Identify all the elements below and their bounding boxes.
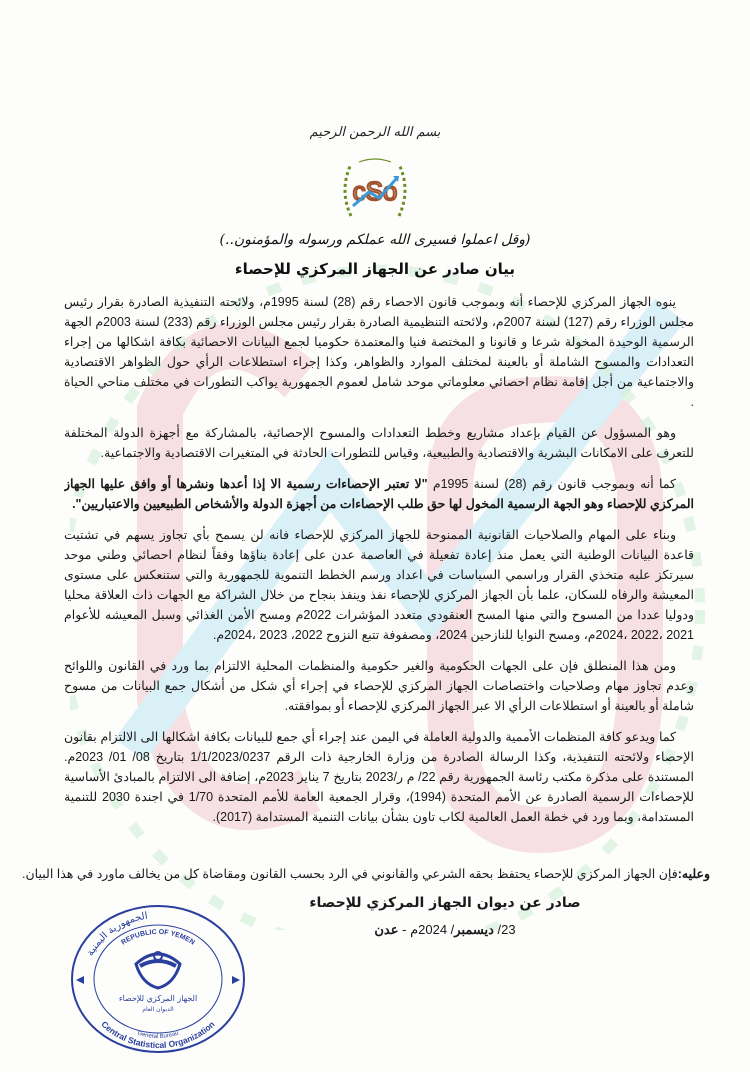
stamp-english-top: REPUBLIC OF YEMEN: [120, 928, 196, 947]
date-year: / 2024م -: [398, 922, 455, 937]
paragraph-law-quote: [64, 474, 694, 514]
stamp-english-sub: General Bureau: [136, 1030, 180, 1041]
stamp-english-org: Central Statistical Organization: [99, 1019, 217, 1050]
paragraph-responsibility: وهو المسؤول عن القيام بإعداد مشاريع وخطط التعدادات والمسوح الإحصائية، بالمشاركة مع أجهزة الدولة المختلفة للتعرف على الامكانات البشرية والاقتصادية والطبيعية، وقياس للتطورات الحادثة في المتغيرات الاقتصادية والاجتماعية.: [64, 426, 694, 460]
cso-logo: [337, 150, 413, 226]
statement-title: بيان صادر عن الجهاز المركزي للإحصاء: [234, 260, 516, 278]
date-month: ديسمبر: [454, 922, 494, 937]
statement-body: [64, 292, 694, 858]
basmala: بسم الله الرحمن الرحيم: [309, 125, 441, 140]
paragraph-international: كما ويدعو كافة المنظمات الأممية والدولية العاملة في اليمن عند إجراء أي جمع للبيانات بكافة اشكالها الى الالتزام بقانون الإحصاء ولائحته التنفيذية، وكذا الرسالة الصادرة من وزارة الخارجية ذات الرقم 1/1/2023/0237 بتاريخ 08/ 01/ 2023م. المستندة على مذكرة مكتب رئاسة الجمهورية رقم 22/ م ر/2023 بتاريخ 7 يناير 2023م، إضافة الى الالتزام بالمبادئ الأساسية للإحصاءات الرسمية الصادرة عن الأمم المتحدة (1994)، وقرار الجمعية العامة للأمم المتحدة 1/70 في اجندة 2030 للتنمية المستدامة، وبما ورد في خطة العمل العالمية لكاب تاون بشأن بيانات التنمية المستدامة (2017).: [64, 730, 694, 824]
closing-statement: [22, 864, 710, 884]
stamp-arabic-top: الجمهورية اليمنية: [84, 910, 149, 959]
paragraph-law-bold: "لا تعتبر الإحصاءات رسمية الا إذا أعدها ونشرها أو وافق عليها الجهاز المركزي للإحصاء وهو الجهة الرسمية المخول لها حق طلب الإحصاءات من أجهزة الدولة والأشخاص الطبيعيين والاعتباريين".: [64, 477, 694, 511]
date-city: عدن: [374, 922, 399, 937]
issuer-line: صادر عن ديوان الجهاز المركزي للإحصاء: [309, 895, 581, 911]
paragraph-law-lead: كما أنه وبموجب قانون رقم (28) لسنة 1995م: [427, 477, 676, 491]
date-day: 23/: [493, 922, 516, 937]
quranic-verse: (وقل اعملوا فسيرى الله عملكم ورسوله والمؤمنون..): [219, 232, 531, 248]
stamp-arabic-org: الجهاز المركزي للإحصاء: [118, 994, 198, 1003]
closing-text: فإن الجهاز المركزي للإحصاء يحتفظ بحقه الشرعي والقانوني في الرد بحسب القانون ومقاضاة كل من يخالف ماورد في هذا البيان.: [22, 867, 678, 881]
stamp-arabic-sub: الديوان العام: [142, 1006, 174, 1013]
official-stamp: [70, 904, 246, 1054]
paragraph-obligations: ومن هذا المنطلق فإن على الجهات الحكومية والغير حكومية والمنظمات المحلية الالتزام بما ورد في القانون واللوائح وعدم تجاوز مهام وصلاحيات واختصاصات الجهاز المركزي للإحصاء في إجراء أي شكل من أشكال جمع البيانات من مسوح شاملة أو بالعينة أو استطلاعات الرأي الا عبر الجهاز المركزي للإحصاء أو بموافقته.: [64, 659, 694, 713]
date-line: [260, 920, 630, 940]
paragraph-authority: ينوه الجهاز المركزي للإحصاء أنه وبموجب قانون الاحصاء رقم (28) لسنة 1995م، ولائحته التنفيذية الصادرة بقرار رئيس مجلس الوزراء رقم (127) لسنة 2007م، ولائحته التنظيمية الصادرة بقرار رئيس مجلس الوزراء رقم (233) لسنة 2003م الجهة الرسمية الوحيدة المخولة شرعا و قانونا و المختصة فنيا والمعتمدة حكوميا لجمع البيانات الاحصائية بكافة اشكالها من إجراء التعدادات والمسوح الشاملة أو بالعينة لمختلف الموارد والظواهر، وكذا إجراء استطلاعات الرأي حول الظواهر الاقتصادية والاجتماعية من أجل إقامة نظام احصائي معلوماتي موحد شامل لعموم الجمهورية يواكب التطورات في مختلف مناحي الحياة .: [64, 295, 694, 409]
eagle-emblem-icon: [136, 952, 180, 988]
closing-lead: وعليه:: [677, 867, 710, 881]
logo-letters: cSo: [352, 176, 398, 206]
paragraph-surveys: وبناء على المهام والصلاحيات القانونية الممنوحة للجهاز المركزي للإحصاء فانه لن يسمح بأي تجاوز يسهم في تشتيت قاعدة البيانات الوطنية التي يعمل منذ إعادة تفعيلة في العاصمة عدن على إعادة بناؤها وفقاً لنظام احصائي وطني موحد سيرتكز عليه متخذي القرار وراسمي السياسات في اعداد ورسم الخطط التنموية للجمهورية والتي ستنعكس على مستوى المعيشة والرفاه للسكان، علما بأن الجهاز المركزي للإحصاء نفذ وينفذ بنجاح من خلال الشراكة مع الجهات ذات العلاقة محليا ودوليا عددا من المسوح والتي منها المسح العنقودي متعدد المؤشرات 2022م ومسح الأمن الغذائي وسبل المعيشه للأعوام 2021 ،2022 ،2024م، ومسح النوايا للنازحين 2024، ومصفوفة تتبع النزوح 2022، 2023 ،2024م.: [64, 528, 694, 642]
